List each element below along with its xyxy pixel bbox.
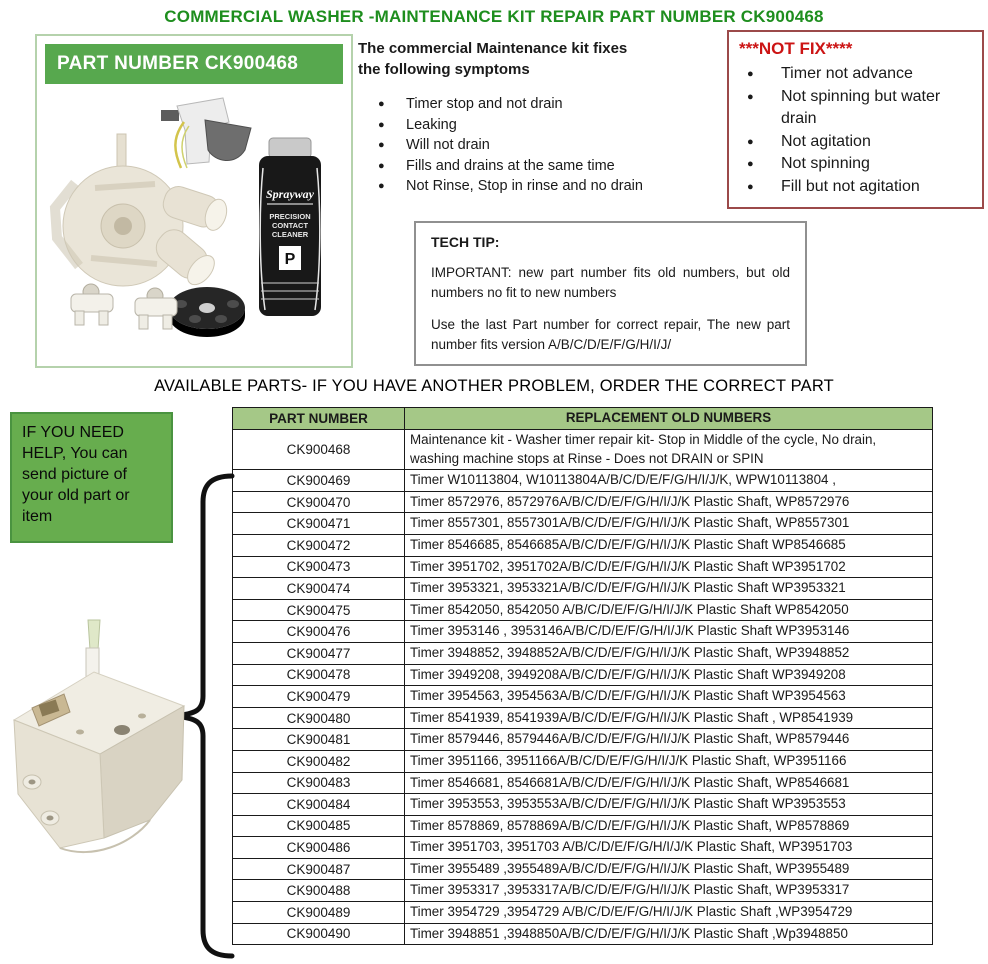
bullet-icon: ● (747, 90, 754, 103)
part-number-cell: CK900480 (233, 707, 405, 729)
part-number-cell: CK900475 (233, 599, 405, 621)
replacement-cell: Timer 3953321, 3953321A/B/C/D/E/F/G/H/I/J/K Plastic Shaft WP3953321 (405, 578, 933, 600)
bullet-item: ● Will not drain (358, 135, 723, 156)
part-number-cell: CK900482 (233, 750, 405, 772)
bullet-item: ● Not Rinse, Stop in rinse and no drain (358, 176, 723, 197)
table-row (233, 491, 933, 513)
part-number-cell: CK900484 (233, 794, 405, 816)
clutch-part-image (161, 98, 251, 168)
table-row (233, 621, 933, 643)
part-number-cell: CK900490 (233, 923, 405, 945)
not-fix-box (727, 30, 984, 209)
part-number-cell: CK900472 (233, 534, 405, 556)
part-number-cell: CK900483 (233, 772, 405, 794)
table-row (233, 556, 933, 578)
replacement-cell: Timer 3948852, 3948852A/B/C/D/E/F/G/H/I/J/K Plastic Shaft, WP3948852 (405, 642, 933, 664)
bullet-item: ● Timer stop and not drain (358, 94, 723, 115)
bullet-icon: ● (378, 180, 385, 192)
replacement-cell: Timer 3951166, 3951166A/B/C/D/E/F/G/H/I/J/K Plastic Shaft, WP3951166 (405, 750, 933, 772)
table-row (233, 513, 933, 535)
replacement-cell: Timer 8546685, 8546685A/B/C/D/E/F/G/H/I/J/K Plastic Shaft WP8546685 (405, 534, 933, 556)
table-header-row (233, 408, 933, 430)
table-row (233, 815, 933, 837)
spray-can-brand: Sprayway (266, 187, 314, 201)
timer-photo (2, 612, 197, 867)
part-number-cell: CK900469 (233, 470, 405, 492)
replacement-cell: Maintenance kit - Washer timer repair kit- Stop in Middle of the cycle, No drain, washing machine stops at Rinse - Does not DRAIN or SPIN (405, 430, 933, 470)
spray-can-label-line1: PRECISION (269, 212, 311, 221)
replacement-cell: Timer 3953553, 3953553A/B/C/D/E/F/G/H/I/J/K Plastic Shaft WP3953553 (405, 794, 933, 816)
bullet-icon: ● (378, 139, 385, 151)
table-row (233, 729, 933, 751)
part-number-cell: CK900487 (233, 858, 405, 880)
bullet-icon: ● (378, 98, 385, 110)
replacement-cell: Timer 8579446, 8579446A/B/C/D/E/F/G/H/I/J/K Plastic Shaft, WP8579446 (405, 729, 933, 751)
bullet-icon: ● (378, 159, 385, 172)
replacement-cell: Timer 3953146 , 3953146A/B/C/D/E/F/G/H/I/J/K Plastic Shaft WP3953146 (405, 621, 933, 643)
kit-photo-box (35, 34, 353, 368)
part-number-header: PART NUMBER (233, 408, 405, 430)
part-number-cell: CK900476 (233, 621, 405, 643)
part-number-cell: CK900471 (233, 513, 405, 535)
replacement-cell: Timer 3949208, 3949208A/B/C/D/E/F/G/H/I/J/K Plastic Shaft WP3949208 (405, 664, 933, 686)
part-number-cell: CK900488 (233, 880, 405, 902)
table-row (233, 707, 933, 729)
tech-tip-paragraph: Use the last Part number for correct repair, The new part number fits version A/B/C/D/E/F/G/H/I/J/ (431, 317, 790, 352)
part-number-cell: CK900481 (233, 729, 405, 751)
help-box: IF YOU NEED HELP, You can send picture of your old part or item (10, 412, 173, 543)
replacement-cell: Timer 3951703, 3951703 A/B/C/D/E/F/G/H/I/J/K Plastic Shaft, WP3951703 (405, 837, 933, 859)
kit-part-number-header: PART NUMBER CK900468 (45, 44, 343, 84)
bullet-icon: ● (747, 68, 754, 80)
bullet-icon: ● (747, 135, 754, 148)
spray-can-label-line2: CONTACT (271, 221, 309, 230)
replacement-cell: Timer 3953317 ,3953317A/B/C/D/E/F/G/H/I/J/K Plastic Shaft, WP3953317 (405, 880, 933, 902)
part-number-cell: CK900470 (233, 491, 405, 513)
table-row (233, 750, 933, 772)
bullet-item: ● Fill but not agitation (739, 176, 972, 199)
part-number-cell: CK900486 (233, 837, 405, 859)
replacement-cell: Timer 3954729 ,3954729 A/B/C/D/E/F/G/H/I/J/K Plastic Shaft ,WP3954729 (405, 902, 933, 924)
replacement-cell: Timer 3955489 ,3955489A/B/C/D/E/F/G/H/I/J/K Plastic Shaft, WP3955489 (405, 858, 933, 880)
replacement-cell: Timer 8572976, 8572976A/B/C/D/E/F/G/H/I/J/K Plastic Shaft, WP8572976 (405, 491, 933, 513)
tech-tip-title: TECH TIP: (431, 234, 500, 250)
bullet-item: ● Timer not advance (739, 63, 972, 86)
not-fix-title: ***NOT FIX**** (739, 39, 853, 58)
table-row (233, 664, 933, 686)
table-row (233, 880, 933, 902)
parts-table (232, 407, 933, 945)
spray-can-label-line3: CLEANER (271, 230, 309, 239)
symptoms-section (358, 38, 723, 197)
not-fix-list (739, 63, 972, 198)
replacement-cell: Timer W10113804, W10113804A/B/C/D/E/F/G/H/I/J/K, WPW10113804 , (405, 470, 933, 492)
replacement-header: REPLACEMENT OLD NUMBERS (405, 408, 933, 430)
table-row (233, 470, 933, 492)
replacement-cell: Timer 3951702, 3951702A/B/C/D/E/F/G/H/I/J/K Plastic Shaft WP3951702 (405, 556, 933, 578)
bullet-icon: ● (747, 180, 754, 193)
bullet-item: ● Fills and drains at the same time (358, 156, 723, 177)
part-number-cell: CK900473 (233, 556, 405, 578)
replacement-cell: Timer 8542050, 8542050 A/B/C/D/E/F/G/H/I/J/K Plastic Shaft WP8542050 (405, 599, 933, 621)
table-row (233, 923, 933, 945)
tech-tip-paragraph: IMPORTANT: new part number fits old numbers, but old numbers no fit to new numbers (431, 265, 790, 300)
tech-tip-body (431, 263, 790, 354)
part-number-cell: CK900474 (233, 578, 405, 600)
bullet-item: ● Leaking (358, 115, 723, 136)
replacement-cell: Timer 8557301, 8557301A/B/C/D/E/F/G/H/I/J/K Plastic Shaft, WP8557301 (405, 513, 933, 535)
table-row (233, 599, 933, 621)
part-number-cell: CK900479 (233, 686, 405, 708)
parts-table-body (233, 430, 933, 945)
part-number-cell: CK900489 (233, 902, 405, 924)
table-row (233, 534, 933, 556)
replacement-cell: Timer 8546681, 8546681A/B/C/D/E/F/G/H/I/J/K Plastic Shaft, WP8546681 (405, 772, 933, 794)
table-row (233, 686, 933, 708)
replacement-cell: Timer 3954563, 3954563A/B/C/D/E/F/G/H/I/J/K Plastic Shaft WP3954563 (405, 686, 933, 708)
table-row (233, 578, 933, 600)
coupler-part-image (169, 287, 245, 337)
part-number-cell: CK900468 (233, 430, 405, 470)
spray-can-image (259, 138, 321, 316)
available-parts-heading: AVAILABLE PARTS- IF YOU HAVE ANOTHER PROBLEM, ORDER THE CORRECT PART (154, 377, 834, 395)
replacement-cell: Timer 8541939, 8541939A/B/C/D/E/F/G/H/I/J/K Plastic Shaft , WP8541939 (405, 707, 933, 729)
bullet-item: ● Not spinning (739, 153, 972, 176)
spray-can-badge: P (284, 251, 296, 268)
replacement-cell: Timer 8578869, 8578869A/B/C/D/E/F/G/H/I/J/K Plastic Shaft, WP8578869 (405, 815, 933, 837)
table-row (233, 772, 933, 794)
bullet-icon: ● (747, 158, 754, 170)
replacement-cell: Timer 3948851 ,3948850A/B/C/D/E/F/G/H/I/J/K Plastic Shaft ,Wp3948850 (405, 923, 933, 945)
table-row (233, 794, 933, 816)
part-number-cell: CK900478 (233, 664, 405, 686)
table-row (233, 858, 933, 880)
bullet-item: ● Not spinning but water drain (747, 87, 941, 127)
tech-tip-box (414, 221, 807, 366)
kit-parts-photo (45, 88, 343, 340)
bullet-icon: ● (378, 118, 385, 131)
bullet-item: ● Not agitation (739, 131, 972, 154)
page-title: COMMERCIAL WASHER -MAINTENANCE KIT REPAIR PART NUMBER CK900468 (164, 7, 824, 26)
table-row (233, 642, 933, 664)
table-row (233, 430, 933, 470)
part-number-cell: CK900485 (233, 815, 405, 837)
symptoms-list (358, 94, 723, 197)
agitator-dogs-image (71, 284, 177, 329)
symptoms-intro: The commercial Maintenance kit fixes the following symptoms (358, 40, 628, 78)
table-row (233, 837, 933, 859)
table-row (233, 902, 933, 924)
part-number-cell: CK900477 (233, 642, 405, 664)
